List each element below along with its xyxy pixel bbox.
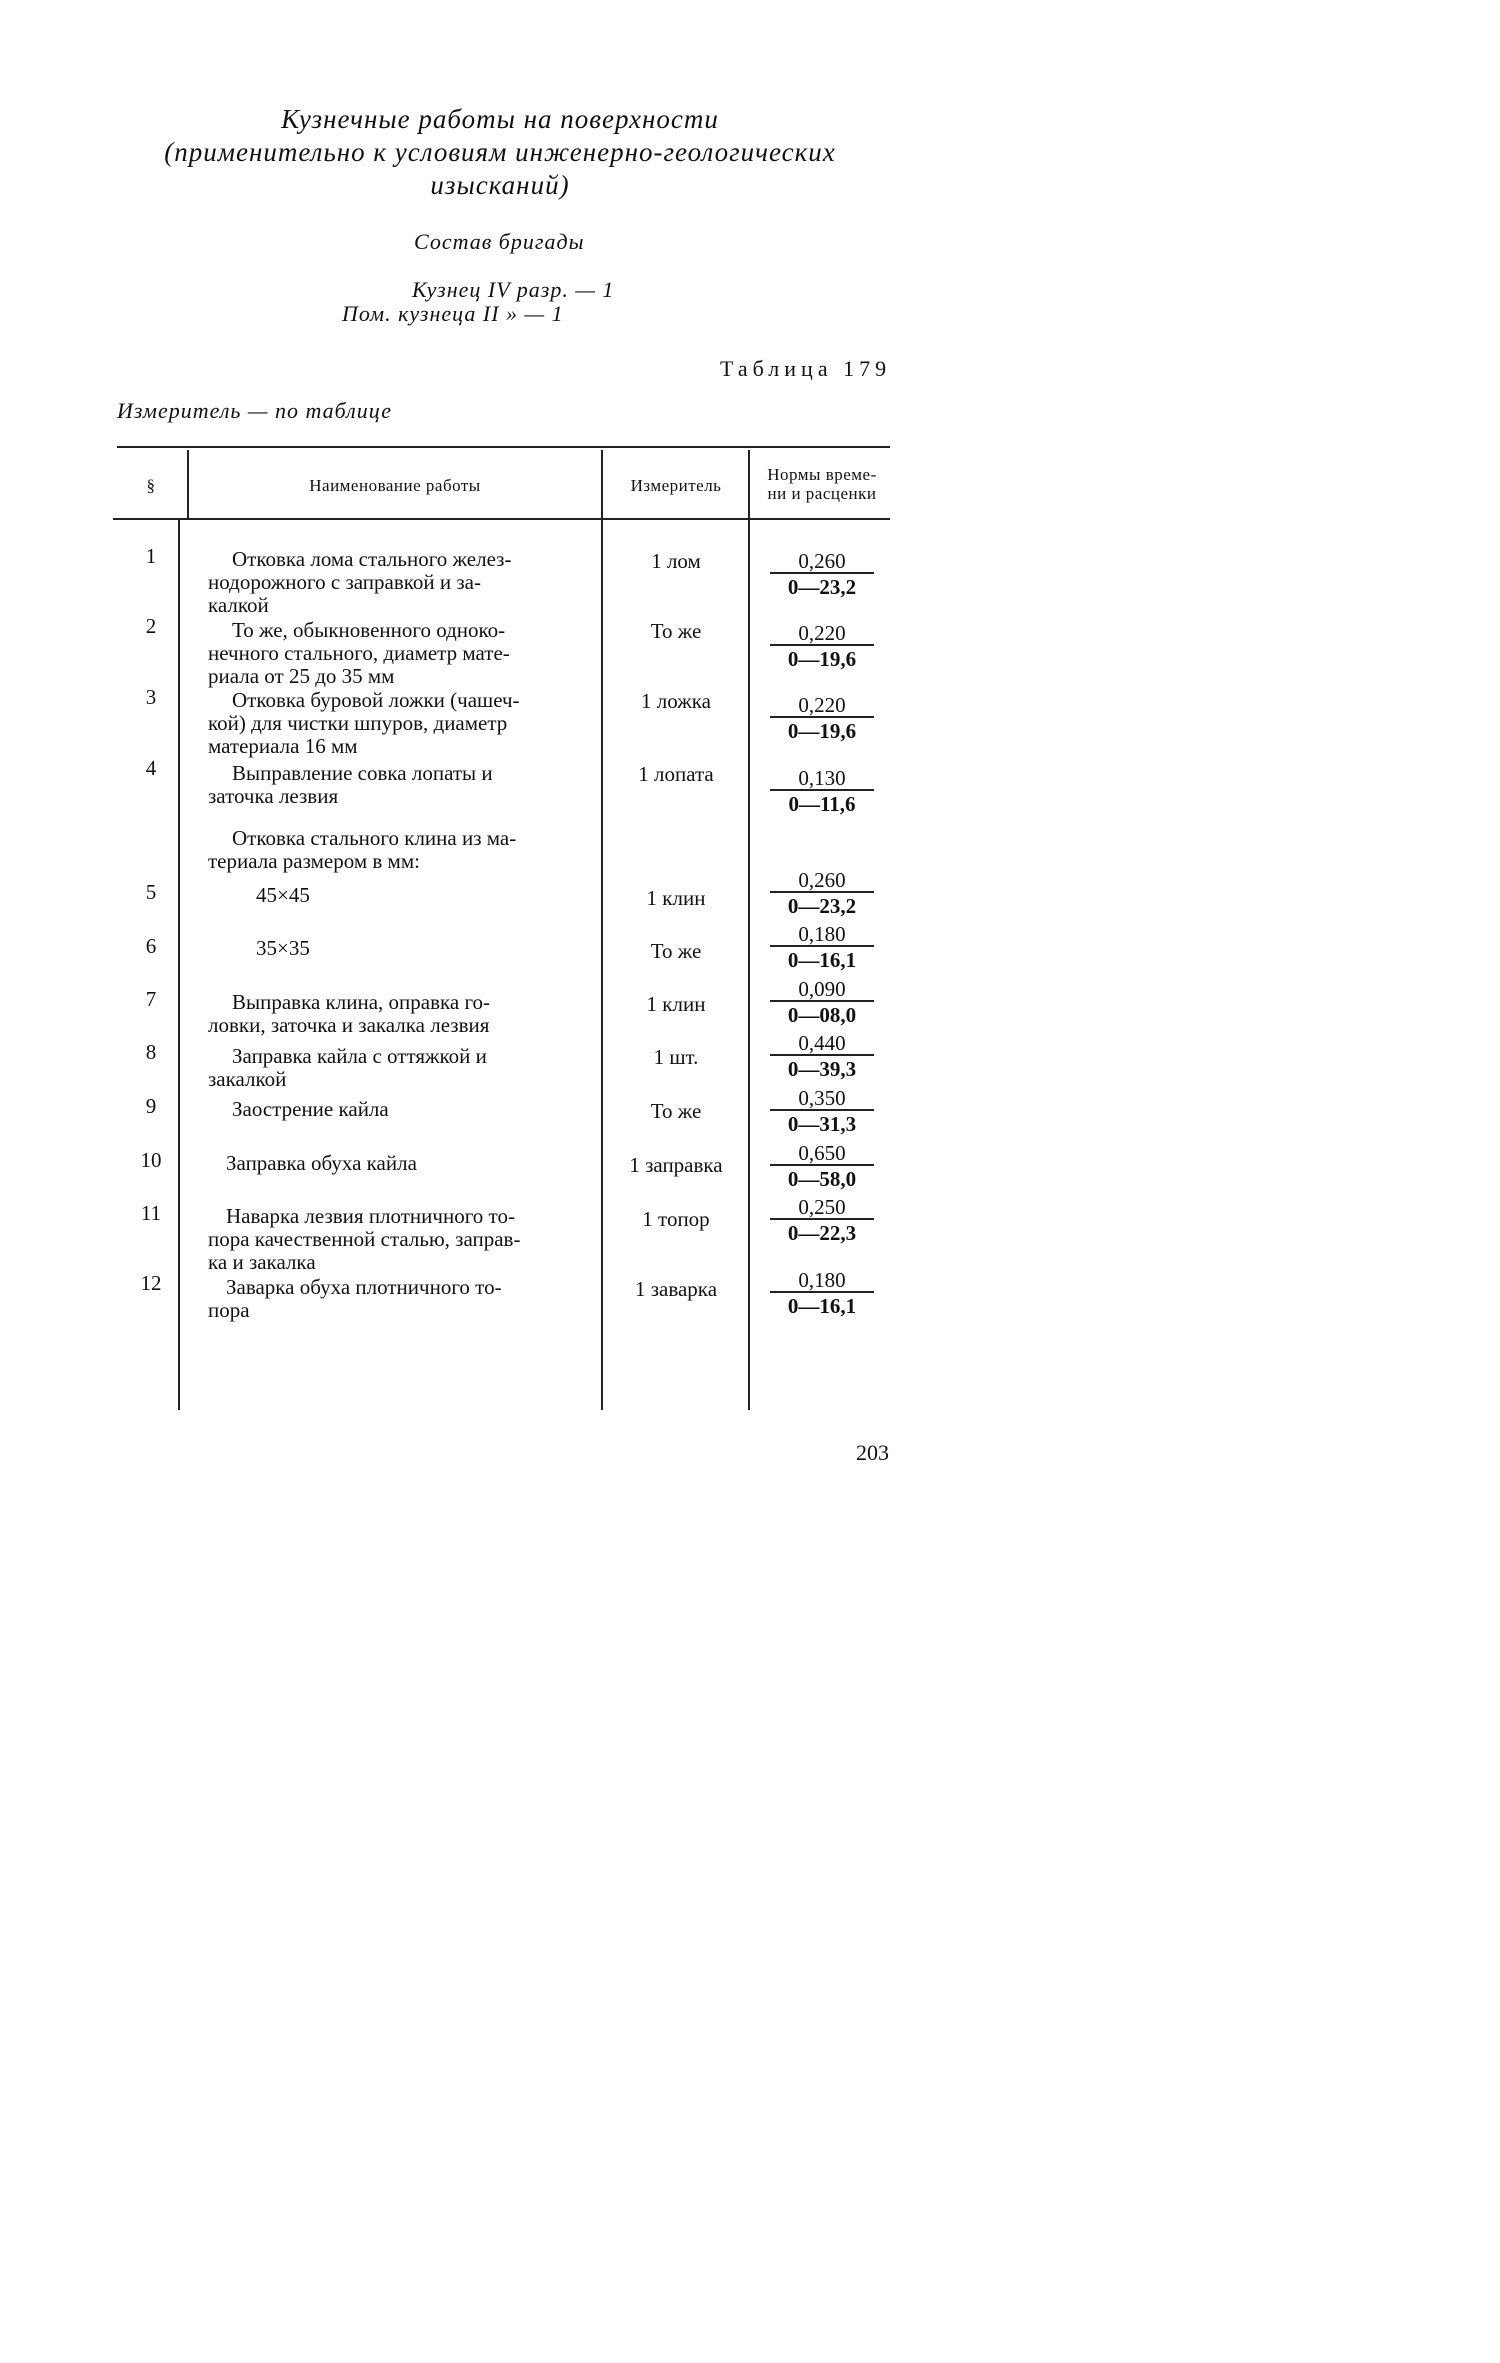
row-11-name-line-2: пора качественной сталью, заправ-: [208, 1227, 521, 1251]
row-2-norm: [770, 622, 874, 670]
row-11-name-line-3: ка и закалка: [208, 1250, 316, 1274]
row-9-norm: [770, 1087, 874, 1135]
row-1-name-line-1: Отковка лома стального желез-: [232, 547, 512, 571]
row-9-name-line-1: Заострение кайла: [232, 1097, 389, 1121]
row-1-unit: 1 лом: [651, 549, 701, 573]
row-6-num: 6: [145, 934, 157, 958]
crew-row-2: Пом. кузнеца II » — 1: [342, 301, 564, 326]
row-12-unit: 1 заварка: [634, 1277, 718, 1301]
row-11-norm: [770, 1196, 874, 1244]
row-7-num: 7: [145, 987, 157, 1011]
row-12-name: [208, 1276, 598, 1322]
column-divider-unit-norm: [748, 450, 750, 1410]
row-12-name-line-2: пора: [208, 1298, 250, 1322]
row-5-num: 5: [145, 880, 157, 904]
row-3-norm: [770, 694, 874, 742]
row-6-norm: [770, 923, 874, 971]
row-11-rate: 0—22,3: [770, 1218, 874, 1244]
row-3-name-line-2: кой) для чистки шпуров, диаметр: [208, 711, 508, 735]
row-2-name-line-2: нечного стального, диаметр мате-: [208, 641, 510, 665]
row-5-time: 0,260: [798, 868, 846, 892]
header-section: §: [146, 476, 156, 495]
row-10-num: 10: [140, 1148, 162, 1172]
row-8-name-line-1: Заправка кайла с оттяжкой и: [232, 1044, 487, 1068]
row-4-time: 0,130: [798, 766, 846, 790]
row-8-name: [208, 1045, 598, 1091]
row-1-name: [208, 548, 598, 617]
measure-note: Измеритель — по таблице: [117, 398, 393, 423]
column-divider-name-unit: [601, 450, 603, 1410]
page-number: 203: [856, 1440, 889, 1465]
table-top-rule: [117, 446, 890, 448]
row-5-rate: 0—23,2: [770, 891, 874, 917]
row-6-rate: 0—16,1: [770, 945, 874, 971]
row-10-name-line-1: Заправка обуха кайла: [226, 1151, 417, 1175]
row-6-name: [208, 937, 598, 960]
row-9-num: 9: [145, 1094, 157, 1118]
row-9-name: [208, 1098, 598, 1121]
row-3-unit: 1 ложка: [641, 689, 711, 713]
row-12-rate: 0—16,1: [770, 1291, 874, 1317]
row-10-norm: [770, 1142, 874, 1190]
wedge-group-heading: [208, 827, 598, 873]
row-2-name: [208, 619, 598, 688]
title-line-2: (применительно к условиям инженерно-геологических: [164, 137, 836, 167]
row-1-name-line-2: нодорожного с заправкой и за-: [208, 570, 481, 594]
row-2-num: 2: [145, 614, 157, 638]
row-5-unit: 1 клин: [646, 886, 706, 910]
row-12-time: 0,180: [798, 1268, 846, 1292]
row-6-unit: То же: [650, 939, 702, 963]
row-1-time: 0,260: [798, 549, 846, 573]
row-8-rate: 0—39,3: [770, 1054, 874, 1080]
row-1-num: 1: [145, 544, 157, 568]
row-8-num: 8: [145, 1040, 157, 1064]
row-3-time: 0,220: [798, 693, 846, 717]
wedge-group-line-1: Отковка стального клина из ма-: [232, 826, 517, 850]
row-7-unit: 1 клин: [646, 992, 706, 1016]
row-10-rate: 0—58,0: [770, 1164, 874, 1190]
row-5-name-line-1: 45×45: [256, 883, 310, 907]
row-3-rate: 0—19,6: [770, 716, 874, 742]
row-2-rate: 0—19,6: [770, 644, 874, 670]
row-12-name-line-1: Заварка обуха плотничного то-: [226, 1275, 502, 1299]
row-7-time: 0,090: [798, 977, 846, 1001]
row-8-norm: [770, 1032, 874, 1080]
row-5-norm: [770, 869, 874, 917]
header-name: Наименование работы: [309, 476, 481, 495]
row-4-name: [208, 762, 598, 808]
title-line-1: Кузнечные работы на поверхности: [281, 104, 719, 134]
crew-row-1: Кузнец IV разр. — 1: [412, 277, 615, 302]
row-7-norm: [770, 978, 874, 1026]
row-11-time: 0,250: [798, 1195, 846, 1219]
header-norm: [752, 465, 892, 503]
row-9-rate: 0—31,3: [770, 1109, 874, 1135]
header-unit: Измеритель: [630, 476, 722, 495]
row-7-name-line-2: ловки, заточка и закалка лезвия: [208, 1013, 490, 1037]
row-3-name-line-1: Отковка буровой ложки (чашеч-: [232, 688, 520, 712]
row-8-time: 0,440: [798, 1031, 846, 1055]
row-11-unit: 1 топор: [642, 1207, 710, 1231]
row-4-name-line-1: Выправление совка лопаты и: [232, 761, 493, 785]
table-label: Таблица 179: [720, 356, 892, 381]
row-9-unit: То же: [650, 1099, 702, 1123]
row-12-num: 12: [140, 1271, 162, 1295]
header-divider-1: [187, 450, 189, 520]
row-6-time: 0,180: [798, 922, 846, 946]
row-2-name-line-1: То же, обыкновенного одноко-: [232, 618, 506, 642]
row-2-time: 0,220: [798, 621, 846, 645]
row-4-unit: 1 лопата: [638, 762, 714, 786]
row-1-rate: 0—23,2: [770, 572, 874, 598]
row-10-time: 0,650: [798, 1141, 846, 1165]
row-10-unit: 1 заправка: [629, 1153, 723, 1177]
row-4-num: 4: [145, 756, 157, 780]
row-7-name: [208, 991, 598, 1037]
wedge-group-line-2: териала размером в мм:: [208, 849, 420, 873]
row-11-name: [208, 1205, 598, 1274]
row-3-num: 3: [145, 685, 157, 709]
title-line-3: изысканий): [430, 170, 570, 200]
row-7-rate: 0—08,0: [770, 1000, 874, 1026]
row-8-unit: 1 шт.: [653, 1045, 699, 1069]
row-11-name-line-1: Наварка лезвия плотничного то-: [226, 1204, 515, 1228]
row-1-name-line-3: калкой: [208, 593, 269, 617]
row-3-name: [208, 689, 598, 758]
row-10-name: [208, 1152, 598, 1175]
row-11-num: 11: [140, 1201, 162, 1225]
row-2-unit: То же: [650, 619, 702, 643]
row-4-name-line-2: заточка лезвия: [208, 784, 339, 808]
row-8-name-line-2: закалкой: [208, 1067, 287, 1091]
row-4-norm: [770, 767, 874, 815]
crew-heading: Состав бригады: [414, 229, 585, 254]
row-12-norm: [770, 1269, 874, 1317]
row-7-name-line-1: Выправка клина, оправка го-: [232, 990, 491, 1014]
row-6-name-line-1: 35×35: [256, 936, 310, 960]
row-5-name: [208, 884, 598, 907]
row-4-rate: 0—11,6: [770, 789, 874, 815]
row-2-name-line-3: риала от 25 до 35 мм: [208, 664, 395, 688]
header-bottom-rule: [113, 518, 890, 520]
row-1-norm: [770, 550, 874, 598]
header-norm-line-2: ни и расценки: [767, 484, 877, 503]
header-norm-line-1: Нормы време-: [767, 465, 877, 484]
row-3-name-line-3: материала 16 мм: [208, 734, 358, 758]
row-9-time: 0,350: [798, 1086, 846, 1110]
